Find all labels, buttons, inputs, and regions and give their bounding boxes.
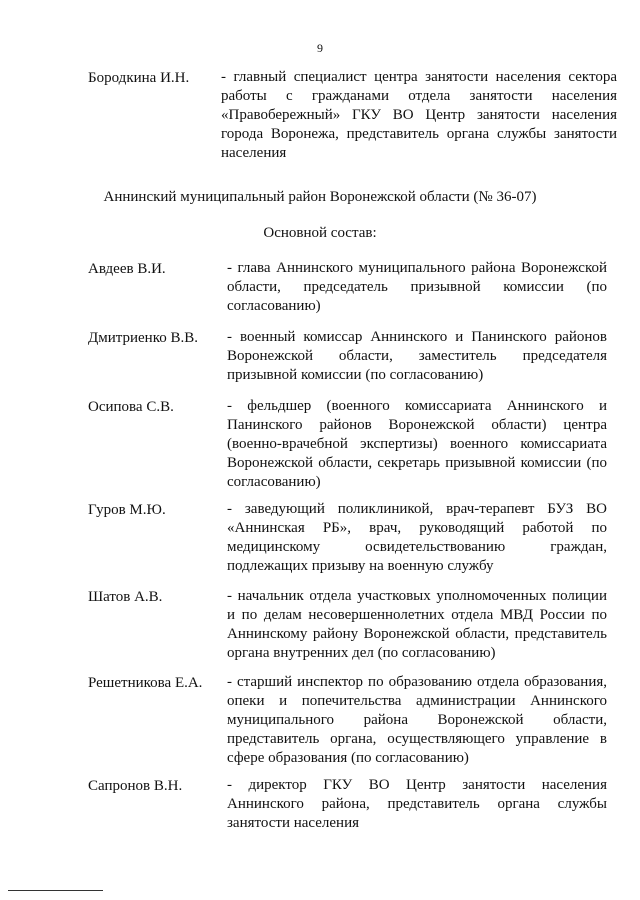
- member-name: Шатов А.В.: [88, 589, 163, 605]
- member-name: Гуров М.Ю.: [88, 502, 166, 518]
- member-name: Авдеев В.И.: [88, 261, 166, 277]
- member-name: Решетникова Е.А.: [88, 675, 203, 691]
- member-description: - фельдшер (военного комиссариата Аннинского и Панинского районов Воронежской области) центра (военно-врачебной экспертизы) военного комиссариата Воронежской области, секретарь призывной комиссии (по согласованию): [227, 398, 607, 490]
- member-description: - заведующий поликлиникой, врач-терапевт БУЗ ВО «Аннинская РБ», врач, руководящий работой по медицинскому освидетельствованию граждан, подлежащих призыву на военную службу: [227, 501, 607, 574]
- member-description: - начальник отдела участковых уполномоченных полиции и по делам несовершеннолетних отдела МВД России по Аннинскому району Воронежской области, представитель органа внутренних дел (по согласованию): [227, 588, 607, 661]
- member-description: - глава Аннинского муниципального района Воронежской области, председатель призывной комиссии (по согласованию): [227, 260, 607, 314]
- member-name: Сапронов В.Н.: [88, 778, 183, 794]
- footnote-divider: [8, 890, 103, 891]
- member-name: Осипова С.В.: [88, 399, 174, 415]
- member-name: Дмитриенко В.В.: [88, 330, 198, 346]
- member-description: - главный специалист центра занятости населения сектора работы с гражданами отдела занятости населения «Правобережный» ГКУ ВО Центр занятости населения города Воронежа, представитель органа службы занятости населения: [221, 69, 617, 161]
- member-description: - старший инспектор по образованию отдела образования, опеки и попечительства администрации Аннинского муниципального района Воронежской области, представитель органа, осуществляющего управление в сфере образования (по согласованию): [227, 674, 607, 766]
- member-description: - военный комиссар Аннинского и Панинского районов Воронежской области, заместитель председателя призывной комиссии (по согласованию): [227, 329, 607, 383]
- page-number: 9: [317, 41, 323, 55]
- section-title: Основной состав:: [263, 225, 377, 241]
- member-description: - директор ГКУ ВО Центр занятости населения Аннинского района, представитель органа службы занятости населения: [227, 777, 607, 831]
- district-title: Аннинский муниципальный район Воронежской области (№ 36-07): [103, 189, 537, 205]
- member-name: Бородкина И.Н.: [88, 70, 190, 86]
